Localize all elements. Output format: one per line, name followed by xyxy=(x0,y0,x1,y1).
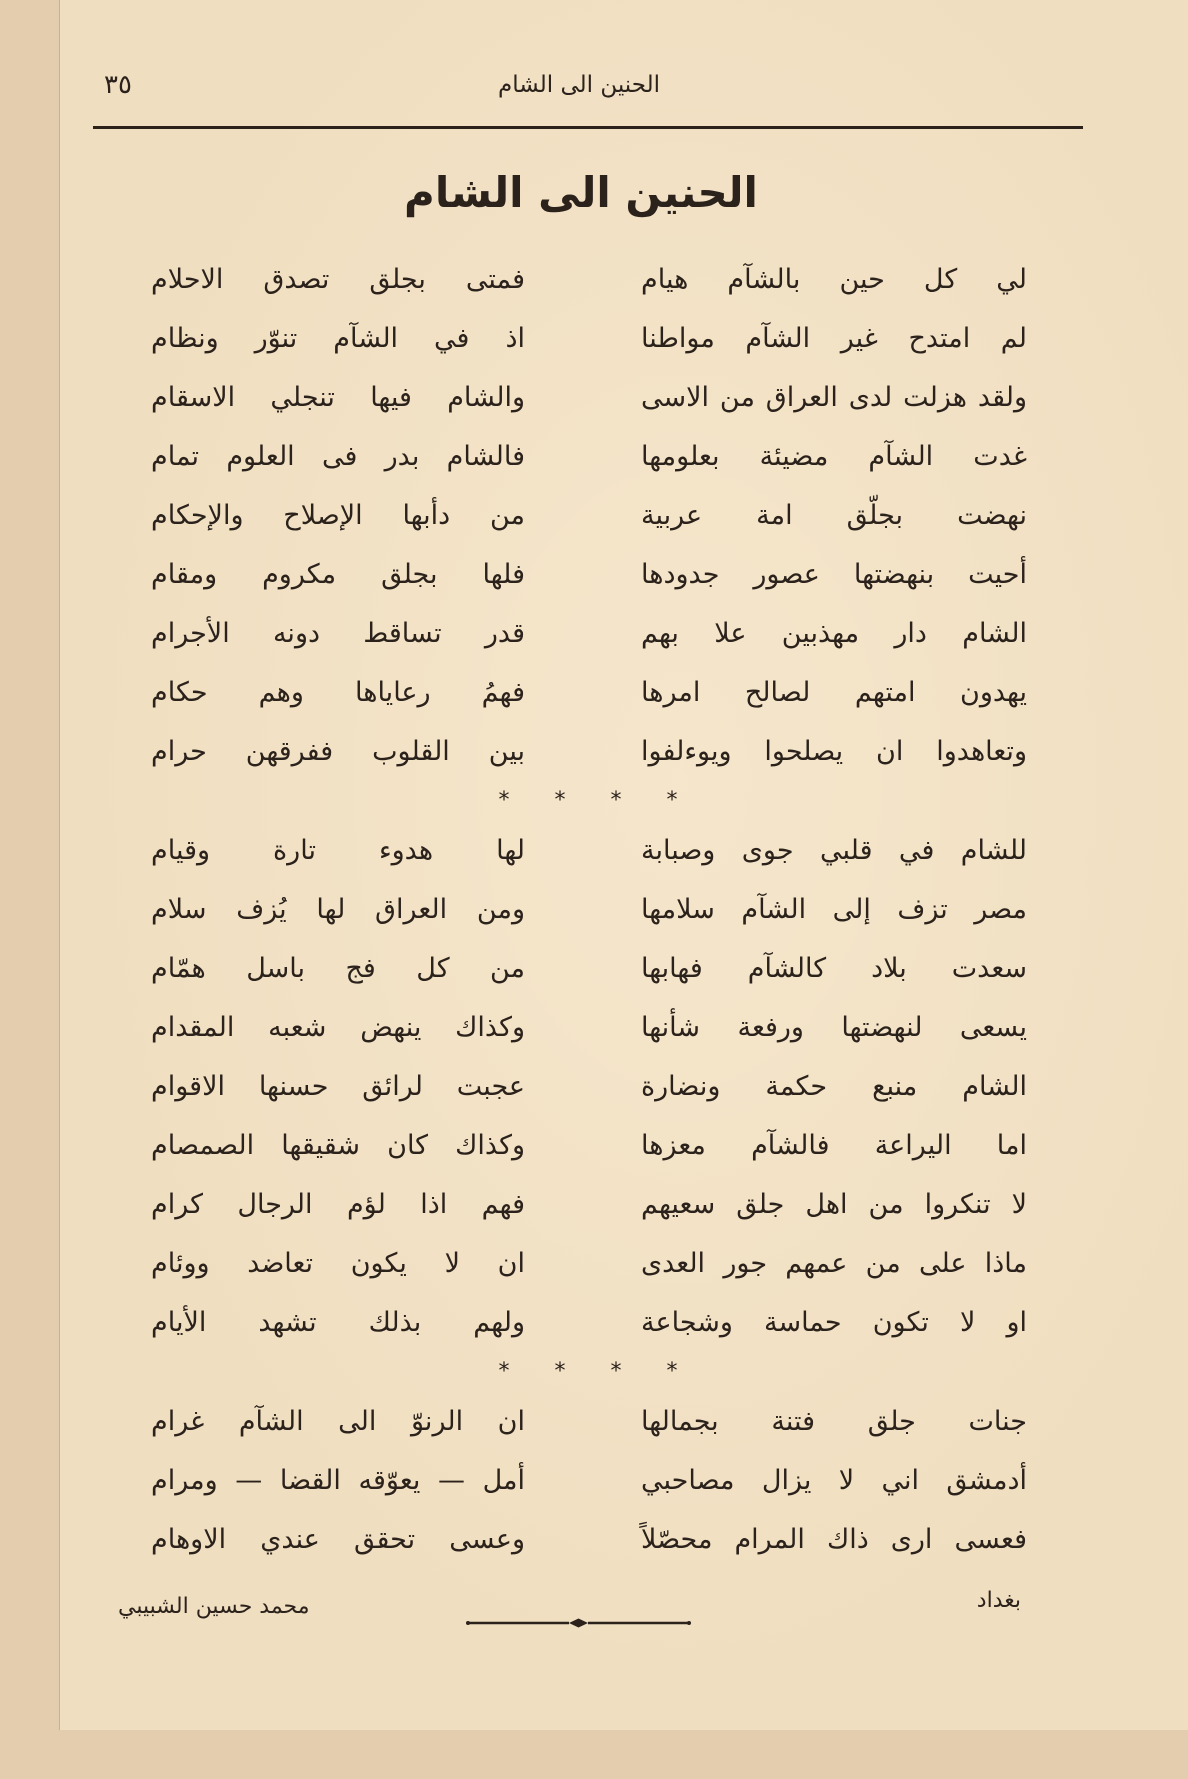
verse-line xyxy=(0,309,1188,368)
verse-second-hemistich: فلها بجلق مكروم ومقام xyxy=(151,559,525,590)
verse-second-hemistich: لها هدوء تارة وقيام xyxy=(151,835,525,866)
verse-line xyxy=(0,663,1188,722)
verse-second-hemistich: اذ في الشآم تنوّر ونظام xyxy=(151,323,525,354)
verse-first-hemistich: الشام دار مهذبين علا بهم xyxy=(641,618,1027,649)
verse-first-hemistich: أدمشق اني لا يزال مصاحبي xyxy=(641,1465,1027,1496)
verse-first-hemistich: او لا تكون حماسة وشجاعة xyxy=(641,1307,1027,1338)
verse-second-hemistich: فهم اذا لؤم الرجال كرام xyxy=(151,1189,525,1220)
verse-line xyxy=(0,1175,1188,1234)
signature-author: محمد حسين الشبيبي xyxy=(118,1594,310,1619)
stanza-separator: * * * * xyxy=(498,1359,678,1384)
header-rule xyxy=(93,126,1083,129)
verse-line xyxy=(0,998,1188,1057)
verse-second-hemistich: وكذاك كان شقيقها الصمصام xyxy=(151,1130,525,1161)
verse-second-hemistich: ومن العراق لها يُزف سلام xyxy=(151,894,525,925)
verse-first-hemistich: فعسى ارى ذاك المرام محصّلاً xyxy=(641,1524,1027,1555)
verse-line xyxy=(0,1293,1188,1352)
verse-line xyxy=(0,1234,1188,1293)
verse-first-hemistich: جنات جلق فتنة بجمالها xyxy=(641,1406,1027,1437)
verse-second-hemistich: بين القلوب ففرقهن حرام xyxy=(151,736,525,767)
verse-first-hemistich: لي كل حين بالشآم هيام xyxy=(641,264,1027,295)
verse-line xyxy=(0,939,1188,998)
poem-body xyxy=(0,250,1188,1569)
verse-second-hemistich: وكذاك ينهض شعبه المقدام xyxy=(151,1012,525,1043)
verse-line xyxy=(0,1057,1188,1116)
verse-line xyxy=(0,368,1188,427)
verse-first-hemistich: غدت الشآم مضيئة بعلومها xyxy=(641,441,1027,472)
ornamental-rule xyxy=(465,1617,692,1629)
verse-second-hemistich: من دأبها الإصلاح والإحكام xyxy=(151,500,525,531)
verse-line xyxy=(0,545,1188,604)
verse-line xyxy=(0,722,1188,781)
verse-second-hemistich: ان الرنوّ الى الشآم غرام xyxy=(151,1406,525,1437)
verse-line xyxy=(0,427,1188,486)
verse-first-hemistich: للشام في قلبي جوى وصبابة xyxy=(641,835,1027,866)
verse-first-hemistich: يسعى لنهضتها ورفعة شأنها xyxy=(641,1012,1027,1043)
poem-title: الحنين الى الشام xyxy=(404,168,758,217)
verse-first-hemistich: لم امتدح غير الشآم مواطنا xyxy=(641,323,1027,354)
page-number: ٣٥ xyxy=(104,70,132,100)
verse-line xyxy=(0,1392,1188,1451)
stanza-separator: * * * * xyxy=(498,788,678,813)
verse-second-hemistich: عجبت لرائق حسنها الاقوام xyxy=(151,1071,525,1102)
verse-first-hemistich: يهدون امتهم لصالح امرها xyxy=(641,677,1027,708)
verse-second-hemistich: فالشام بدر فى العلوم تمام xyxy=(151,441,525,472)
verse-second-hemistich: ولهم بذلك تشهد الأيام xyxy=(151,1307,525,1338)
verse-first-hemistich: أحيت بنهضتها عصور جدودها xyxy=(641,559,1027,590)
verse-second-hemistich: من كل فج باسل همّام xyxy=(151,953,525,984)
verse-second-hemistich: والشام فيها تنجلي الاسقام xyxy=(151,382,525,413)
verse-second-hemistich: وعسى تحقق عندي الاوهام xyxy=(151,1524,525,1555)
verse-second-hemistich: أمل — يعوّقه القضا — ومرام xyxy=(151,1465,525,1496)
verse-line xyxy=(0,250,1188,309)
verse-second-hemistich: فمتى بجلق تصدق الاحلام xyxy=(151,264,525,295)
verse-first-hemistich: ماذا على من عمهم جور العدى xyxy=(641,1248,1027,1279)
running-header-title: الحنين الى الشام xyxy=(498,72,660,98)
verse-first-hemistich: مصر تزف إلى الشآم سلامها xyxy=(641,894,1027,925)
verse-first-hemistich: لا تنكروا من اهل جلق سعيهم xyxy=(641,1189,1027,1220)
verse-first-hemistich: اما اليراعة فالشآم معزها xyxy=(641,1130,1027,1161)
verse-line xyxy=(0,821,1188,880)
signature-place: بغداد xyxy=(976,1588,1021,1613)
verse-line xyxy=(0,486,1188,545)
verse-line xyxy=(0,604,1188,663)
verse-first-hemistich: سعدت بلاد كالشآم فهابها xyxy=(641,953,1027,984)
verse-first-hemistich: الشام منبع حكمة ونضارة xyxy=(641,1071,1027,1102)
verse-line xyxy=(0,1451,1188,1510)
verse-second-hemistich: فهمُ رعاياها وهم حكام xyxy=(151,677,525,708)
verse-first-hemistich: ولقد هزلت لدى العراق من الاسى xyxy=(641,382,1027,413)
verse-line xyxy=(0,1116,1188,1175)
verse-line xyxy=(0,1510,1188,1569)
verse-first-hemistich: نهضت بجلّق امة عربية xyxy=(641,500,1027,531)
verse-second-hemistich: ان لا يكون تعاضد ووئام xyxy=(151,1248,525,1279)
verse-line xyxy=(0,880,1188,939)
verse-second-hemistich: قدر تساقط دونه الأجرام xyxy=(151,618,525,649)
verse-first-hemistich: وتعاهدوا ان يصلحوا ويوءلفوا xyxy=(641,736,1027,767)
